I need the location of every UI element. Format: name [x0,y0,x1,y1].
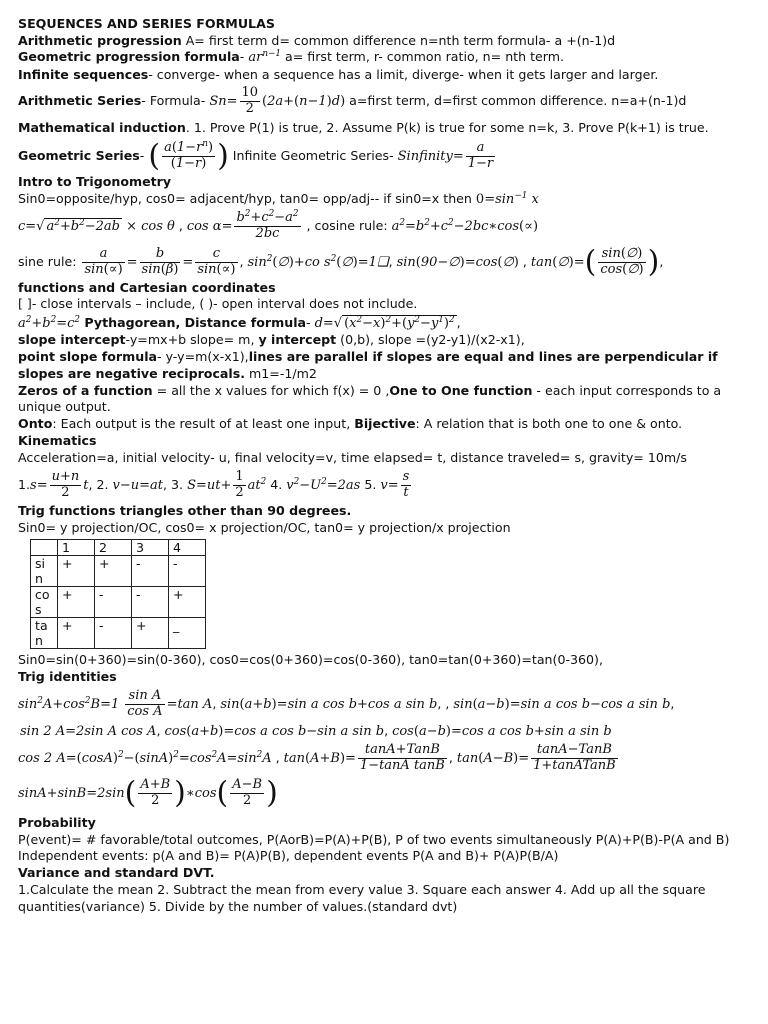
kinematics-line: Acceleration=a, initial velocity- u, final velocity=v, time elapsed= t, distance traveled= s, gravity= 10m/s [18,449,687,465]
table-cell: - [95,618,132,649]
table-row [31,555,206,586]
geometric-series-line: Geometric Series- ( $\frac{a(1-r^n)}{(1-r)}$ ) Infinite Geometric Series- Sinfinity= $\frac{a}{1-r}$ [18,141,748,172]
kinematics-eq-1: 1.s= $\frac{u+n}{2}$ t [18,469,89,501]
table-cell: + [58,618,95,649]
arithmetic-series-line: Arithmetic Series- Formula- Sn= $\frac{10}{2}$ (2a+(n−1)d) a=first term, d=first common difference. n=a+(n-1)d [18,85,687,117]
kinematics-eq-3: 3. S=ut+ $\frac{1}{2}$ $at^2$ [171,469,267,501]
table-row [31,587,206,618]
infinite-sequences-line: Infinite sequences- converge- when a sequence has a limit, diverge- when it gets larger and larger. [18,66,659,82]
cos-difference-identity: cos(a−b)=cos a cos b+sin a sin b [392,723,612,739]
table-header-row [31,539,206,555]
variance-heading: Variance and standard DVT. [18,865,215,881]
kinematics-eq-4: 4. $v^2-U^2=2as$ [270,477,361,494]
identity-line-4 [18,775,748,811]
kinematics-eq-5: 5. v= $\frac{s}{t}$ [364,469,410,501]
table-row [31,618,206,649]
zeros-line: Zeros of a function = all the x values for which f(x) = 0 ,One to One function - each input corresponds to a unique output. [18,382,722,415]
geometric-progression-line: Geometric progression formula- $ar^{n-1}$ a= first term, r- common ratio, n= nth term. [18,49,565,66]
pythagorean-line: $a^2+b^2=c^2$ Pythagorean, Distance formula- d=√ $(x^2-x)^2+(y^2-y^1)^2$ , [18,315,461,332]
trig-intro-line: Sin0=opposite/hyp, cos0= adjacent/hyp, tan0= opp/adj-- if sin0=x then $0=\sin^{-1}$ x [18,190,539,207]
identity-line-2: sin 2 A=2sin A cos A, cos(a+b)=cos a cos b−sin a sin b, cos(a−b)=cos a cos b+sin a sin b [20,722,612,739]
table-cell: - [132,555,169,586]
formula-sheet [18,16,748,915]
cofunction-identity: sin(90−∅)=cos(∅) [396,254,519,270]
math-induction-line: Mathematical induction. 1. Prove P(1) is true, 2. Assume P(k) is true for some n=k, 3. Prove P(k+1) is true. [18,120,709,136]
probability-heading: Probability [18,814,96,830]
law-of-cosines-side: c=√ $a^2+b^2-2ab \times \cos \theta$ [18,218,175,234]
arithmetic-series-definitions: a=first term, d=first common difference. n=a+(n-1)d [345,93,687,109]
arithmetic-series-formula: Sn= $\frac{10}{2}$ (2a+(n−1)d) [209,85,346,117]
intervals-line: [ ]- close intervals – include, ( )- open interval does not include. [18,296,418,312]
law-of-cosines-angle: cos α= $\frac{b^2+c^2-a^2}{2bc}$ [186,209,299,241]
tan-difference-identity: tan(A−B)= $\frac{\text{tanA−TanB}}{\text{1+tanATanB}}$ [456,742,616,774]
table-cell: co s [31,587,58,618]
functions-heading: functions and Cartesian coordinates [18,279,276,295]
table-cell: + [58,555,95,586]
inverse-sine-formula: $0=\sin^{-1}$ x [475,190,539,207]
cosine-rule-line: c=√ $a^2+b^2-2ab \times \cos \theta$ , cos α= $\frac{b^2+c^2-a^2}{2bc}$ , cosine rule: $a^2=b^2+c^2-2bc∗\cos(\propto)$ [18,209,539,241]
table-cell: ta n [31,618,58,649]
kinematics-equations: 1.s= $\frac{u+n}{2}$ t, 2. v−u=at, 3. S=ut+ $\frac{1}{2}$ $at^2$ 4. $v^2-U^2=2as$ 5. v= $\frac{s}{t}$ [18,470,748,501]
tan-quotient-identity: $\frac{\text{sin A}}{\text{cos A}}$ =tan A [127,687,213,719]
identity-line-1: $\sin^2A+\cos^2B=1$ $\frac{\text{sin A}}{\text{cos A}}$ =tan A, sin(a+b)=sin a cos b+cos a sin b, , sin(a−b)=sin a cos b−cos a sin b, [18,687,675,719]
pythagorean-formula: $a^2+b^2=c^2$ [18,315,81,332]
table-cell [31,539,58,555]
sine-rule-line: sine rule: $\frac{a}{\sin(\propto)}$ = $\frac{b}{\sin(\beta)}$ = $\frac{c}{\sin(\propto)}$ , $\sin^2(\emptyset)+co$ $s^2(\emptyset)=1❑$, sin(90−∅)=cos(∅) , tan(∅)=( $\frac{\sin(\emptyset)}{\cos(\emptyset)}$ ), [18,244,664,280]
quadrant-sign-table [30,539,206,650]
cosine-rule-formula: $a^2=b^2+c^2-2bc∗\cos(\propto)$ [391,218,539,234]
tangent-identity: tan(∅)=( $\frac{\sin(\emptyset)}{\cos(\emptyset)}$ ) [530,244,660,280]
table-header-cell: 2 [95,539,132,555]
cos-sum-identity: cos(a+b)=cos a cos b−sin a sin b [164,723,385,739]
sin-double-angle: sin 2 A=2sin A cos A [20,723,157,739]
trig-other-heading: Trig functions triangles other than 90 degrees. [18,503,352,519]
periodic-line: Sin0=sin(0+360)=sin(0-360), cos0=cos(0+360)=cos(0-360), tan0=tan(0+360)=tan(0-360), [18,652,603,668]
tan-sum-identity: tan(A+B)= $\frac{\text{tanA+TanB}}{\text{1−tanA tanB}}$ [283,742,445,774]
slope-intercept-line: slope intercept-y=mx+b slope= m, y intercept (0,b), slope =(y2-y1)/(x2-x1), [18,332,525,348]
distance-formula: d=√ $(x^2-x)^2+(y^2-y^1)^2$ [314,315,455,332]
probability-line-2: Independent events: p(A and B)= P(A)P(B), dependent events P(A and B)+ P(A)P(B/A) [18,848,559,864]
table-cell: + [132,618,169,649]
table-cell: + [95,555,132,586]
page-title: SEQUENCES AND SERIES FORMULAS [18,16,275,31]
table-cell: + [58,587,95,618]
table-cell: - [95,587,132,618]
kinematics-heading: Kinematics [18,432,97,448]
trig-other-line: Sin0= y projection/OC, cos0= x projection/OC, tan0= y projection/x projection [18,519,511,535]
identity-line-3: cos 2 $A=(\cos A)^2-(\sin A)^2=\cos^2A=\sin^2A$ , tan(A+B)= $\frac{\text{tanA+TanB}}{\text{1−tanA tanB}}$ , tan(A−B)= $\frac{\text{tanA−TanB}}{\text{1+tanATanB}}$ [18,743,748,774]
pythagorean-identity: $\sin^2(\emptyset)+co$ $s^2(\emptyset)=1❑$ [247,253,389,270]
kinematics-eq-2: 2. v−u=at [96,477,164,494]
geometric-term-formula: $ar^{n-1}$ [248,49,282,66]
onto-line: Onto: Each output is the result of at least one input, Bijective: A relation that is both one to one & onto. [18,416,683,432]
geometric-series-formula: ( $\frac{a(1-r^n)}{(1-r)}$ ) [148,138,229,174]
table-cell: - [132,587,169,618]
table-header-cell: 4 [169,539,206,555]
cos-double-angle: cos 2 $A=(\cos A)^2-(\sin A)^2=\cos^2A=\sin^2A$ [18,750,272,767]
probability-line-1: P(event)= # favorable/total outcomes, P(AorB)=P(A)+P(B), P of two events simultaneously P(A)+P(B)-P(A and B) [18,831,730,847]
trig-identities-heading: Trig identities [18,669,117,685]
arithmetic-progression-line: Arithmetic progression A= first term d= common difference n=nth term formula- a +(n-1)d [18,32,616,48]
sum-to-product-identity: sinA+sinB=2sin( $\frac{A+B}{2}$ )∗cos( $\frac{A-B}{2}$ ) [18,775,278,811]
sin-difference-identity: sin(a−b)=sin a cos b−cos a sin b [453,696,671,712]
table-cell: - [169,555,206,586]
table-header-cell: 3 [132,539,169,555]
point-slope-line: point slope formula- y-y=m(x-x1),lines are parallel if slopes are equal and lines are perpendicular if slopes are negative reciprocals. m1=-1/m2 [18,349,718,381]
table-cell: _ [169,618,206,649]
infinite-geometric-formula: Sinfinity= $\frac{a}{1-r}$ [397,140,494,172]
sin-sum-identity: sin(a+b)=sin a cos b+cos a sin b [220,696,438,712]
pythagorean-identity-ab: $\sin^2A+\cos^2B=1$ [18,696,120,712]
trig-intro-heading: Intro to Trigonometry [18,173,172,189]
variance-text: 1.Calculate the mean 2. Subtract the mean from every value 3. Square each answer 4. Add up all the square quantities(variance) 5. Divide by the number of values.(standard dvt) [18,881,706,914]
table-cell: + [169,587,206,618]
table-header-cell: 1 [58,539,95,555]
table-cell: si n [31,555,58,586]
sine-rule-formula: $\frac{a}{\sin(\propto)}$ = $\frac{b}{\sin(\beta)}$ = $\frac{c}{\sin(\propto)}$ [84,245,236,277]
